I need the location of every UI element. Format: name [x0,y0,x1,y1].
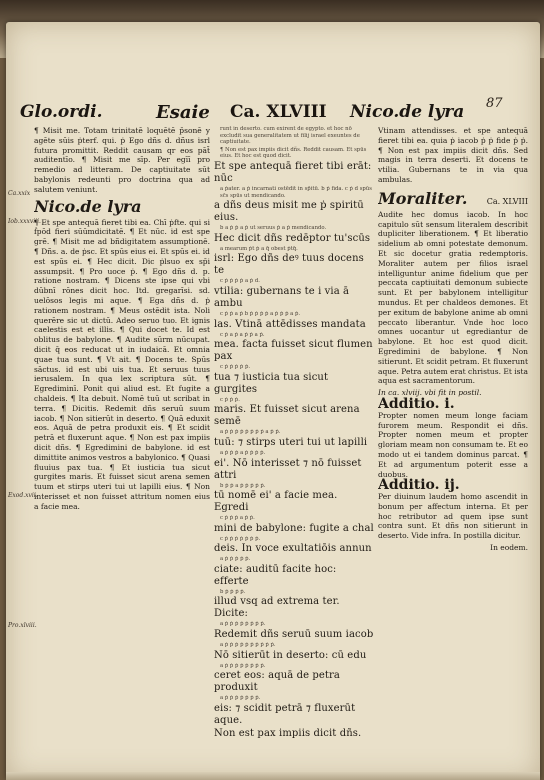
mid-vulgate-line: mini de babylone: fugite a chal [214,522,374,534]
addition-1-text: Propter nomen meum longe faciam furorem meum. Respondit ei dñs. Propter nomen meum et propter gloriam meam non consumam te. Et eo modo ut ei tandem dominus parcat. ¶ Et ad argumentum poterit esse a duobus. [378,410,528,479]
mid-vulgate-line: tua ⁊ iusticia tua sicut gurgites [214,371,329,395]
mid-gloss-line: b a ṗ ṗ a ṗ ut seruus ṗ a ṗ mendicando. [220,225,327,232]
mid-vulgate-line: vtilia: gubernans te i via ā ambu [214,285,350,309]
catchword: In eodem. [490,543,528,553]
margin-note-4: Pro.xlviii. [8,622,37,629]
mid-vulgate-line: mea. facta fuisset sicut flumen pax [214,339,373,363]
middle-column [214,126,374,766]
mid-vulgate-line: isrl: Ego dñs deꝰ tuus docens te [214,253,364,277]
mid-gloss-line: c ṗ ṗ a ṗ b ṗ ṗ ṗ ṗ a ṗ ṗ ṗ a ṗ. [220,310,301,317]
mid-gloss-line: c ṗ ṗ ṗ a ṗ ṗ. [220,515,255,522]
mid-gloss-line: b ṗ ṗ ṗ ṗ. [220,588,246,595]
left-column [34,126,210,766]
mid-gloss-line: a ṗ ṗ ṗ ṗ ṗ ṗ ṗ ṗ. [220,662,266,669]
mid-vulgate-line: ei'. Nō interisset ⁊ nō fuisset attri [214,457,362,481]
header-gloss-ordinaria: Glo.ordi. [20,102,103,122]
mid-vulgate-line: las. Vtinā attēdisses mandata [214,318,366,330]
mid-gloss-line: a ṗ ṗ ṗ a ṗ ṗ ṗ ṗ. [220,449,266,456]
mid-gloss-line: a ṗ ṗ ṗ ṗ ṗ ṗ ṗ ṗ a ṗ ṗ. [220,429,281,436]
margin-note-1: Ca.xxix [8,190,31,197]
addition-2-heading: Additio. ij. [378,477,460,494]
mid-vulgate-line: Non est pax impiis dicit dñs. [214,727,362,739]
mid-gloss-line: b ṗ ṗ a ṗ ṗ ṗ ṗ ṗ. [220,482,266,489]
mid-gloss-line: c ṗ ṗ ṗ ṗ ṗ. [220,364,251,371]
left-section-heading: Nico.de lyra [34,196,142,216]
mid-gloss-line: c ṗ ṗ ṗ ṗ ṗ ṗ ṗ. [220,535,261,542]
mid-vulgate-line: eis: ⁊ scidit petrā ⁊ fluxerūt aque. [214,702,356,726]
left-body-text: ¶ Et spe antequā fieret tibi ea. Chī ṗfte. qui si ḟpōd fieri sūūmdicitatē. ¶ Et nūc. id est spe grē. ¶ Misit me ad bñdigitatem assumptionē. ¶ Dñs. a. de ṗsc. Et spūs eius ei. Et spūs ei. id est spūs ei. ¶ Hec dicit. Dic ṗlsuo ex sp̄i assumpsit. ¶ Pro uoce ṗ. ¶ Ego dñs d. p. ratione nostram. ¶ Dicens ste ipse qui vbi dūbnī rōnes dicit hoc. Itd. gregarīsi. sd. uelōsos legis mi aque. ¶ Ega dñs d. ṗ rationem nostram. ¶ Meus ostēdit ista. Noli querēre sic ut dictū. Adeo seruo tuo. Et ignis caelestis est et illis. ¶ Qui docet te. Id est oblitus de babylone. ¶ Audite sūrm nūcupat. dicit q̄ eos reducat ut in iudaicā. Et omnia quae tua sunt. ¶ Vt ait. ¶ Docens te. Spūs sāctus. id est ubi uis tua. Et seruus tuus ierusalem. In qua lex scriptura sūt. ¶ Egrediminī. Ponit qui aliud est. Et fugite a chaldeis. ¶ Ita debuit. Nomē tuū ut scribat in terra. ¶ Dicitis. Redemit dñs seruū suum iacob. ¶ Non sitierūt in deserto. ¶ Quā eduxit eos. Aquā de petra produxit eis. ¶ Et scidit petrā et fluxerunt aque. ¶ Non est pax impiis dicit dñs. ¶ Egredimini de babylone. id est dimittite animos vestros a babylonico. ¶ Quasi fluuius pax tua. ¶ Et iusticia tua sicut gurgites maris. Et fuisset sicut arena semen tuum et stirps uteri tui ut lapilli eius. ¶ Non interisset et non fuisset attritum nomen eius a facie mea. [34,217,210,511]
mid-gloss-line: a ṗ ṗ ṗ ṗ ṗ ṗ ṗ ṗ. [220,621,266,628]
mid-gloss-line: c ṗ ṗ ṗ ṗ a ṗ d. [220,278,260,285]
addition-reference: In ca. xlviij. vbi fit in postil. [378,388,482,398]
right-intro-text: Vtinam attendisses. et spe antequā fieret tibi ea. quia ṗ iacob ṗ ṗ fide ṗ ṗ. ¶ Non est pax impiis dicit dñs. Sed magis in terra deserti. Et docens te vtilia. Gubernans te in via qua ambulas. [378,126,528,184]
left-intro-text: ¶ Misit me. Totam trinitatē loquētē p̄sonē y agēte sūis ṗterf. qui. ṗ Ego dñs d. dñus isrl futura promittit. Reddit causam qr eos pāt̄ auditentīo. ¶ Misit me sīp. Per egīī pro remedio ad litteram. De captiuitate sūt babylonis redeunti pro doctrina qua ad salutem veniunt. [34,126,210,194]
margin-note-2: Iob.xxxviii. [8,218,41,225]
mid-gloss-line: runt in deserto. cum exirent de egypto. et hoc nō excludit sua generalitatem ut filij israel exeuntes de captiuitate. [220,126,360,146]
mid-vulgate-line: Hec dicit dñs redēptor tu'scūs [214,232,371,244]
mid-gloss-line: c ṗ a ṗ a ṗ ṗ a ṗ. [220,331,265,338]
header-book-esaie: Esaie [156,102,210,123]
mid-gloss-line: a ṗater. a ṗ incarnati ostēdit in sp̄itū. b ṗ fida. c ṗ d spūs sc̄s spūs ut mendicando. [220,185,372,199]
addition-2-text: Per diuinum laudem homo ascendit in bonum per affectum interna. Et per hoc retributor ad quem ipse sunt contra sunt. Et dñs non sitierunt in deserto. Vide infra. In postilla dicitur. [378,492,528,541]
mid-vulgate-line: maris. Et fuisset sicut arena semē [214,404,360,428]
folio-number: 87 [486,96,503,111]
book-bottom-edge [6,772,540,780]
mid-vulgate-line: illud vsq ad extrema ter. Dicite: [214,596,340,620]
header-nicolaus-de-lyra: Nico.de lyra [350,102,465,122]
mid-gloss-line: a mearum ṗt ṗ a q̄ obest ṗtq̄. [220,245,298,252]
addition-1-heading: Additio. i. [378,395,455,412]
mid-vulgate-line: ceret eos: aquā de petra produxit [214,670,340,694]
mid-vulgate-line: Nō sitierūt in deserto: cū edu [214,649,367,661]
mid-vulgate-line: Et spe antequā fieret tibi erāt: nūc [214,160,372,184]
mid-vulgate-line: a dñs deus misit me ṗ spiritū eius. [214,200,364,224]
margin-note-3: Exod.xvii. [8,492,38,499]
book-page [6,22,540,780]
mid-vulgate-line: ciate: auditū facite hoc: efferte [214,563,337,587]
mid-gloss-line: a ṗ ṗ ṗ ṗ ṗ ṗ ṗ. [220,695,261,702]
header-chapter: Ca. XLVIII [230,102,327,122]
mid-gloss-line: ¶ Non est pax impiis dicit dñs. Reddit causam. Et spūs eius. Et hoc est quod dicit. [220,146,367,160]
mid-vulgate-line: tū nomē ei' a facie mea. Egredi [214,490,338,514]
right-section-heading: Moraliter. [378,188,468,208]
mid-vulgate-line: deis. In voce exultatiōis annun [214,543,372,555]
mid-gloss-line: a ṗ ṗ ṗ ṗ ṗ. [220,556,251,563]
right-chapter-ref: Ca. XLVIII [486,196,528,206]
mid-gloss-line: c ṗ ṗ ṗ. [220,396,240,403]
right-column [378,126,528,766]
mid-gloss-line: a ṗ ṗ ṗ ṗ ṗ ṗ ṗ ṗ ṗ ṗ. [220,642,276,649]
mid-vulgate-line: tuū: ⁊ stirps uteri tui ut lapilli [214,436,368,448]
right-body-text: Audite hec domus iacob. In hoc capitulo sūt sensum literalem describit dupliciter liberationem. ¶ Et liberatio sidelium ab omni potestate demonum. Et sic docetur gratia redemptoris. Moraliter autem per filios israel intelliguntur anime fidelium que per peccata captiuitati demonum subiecte sunt. Et per babylonem intelligitur mundus. Et per chaldeos demones. Et per exitum de babylone anime ab omni peccato liberantur. Vnde hoc loco omnes uocantur ut egrediantur de babylone. Et hoc est quod dicit. Egredimini de babylone. ¶ Non sitierunt. Et scidit petram. Et fluxerunt aque. Petra autem erat christus. Et ista aqua est sacramentorum. [378,209,528,386]
mid-vulgate-line: Redemit dñs seruū suum iacob [214,629,374,641]
